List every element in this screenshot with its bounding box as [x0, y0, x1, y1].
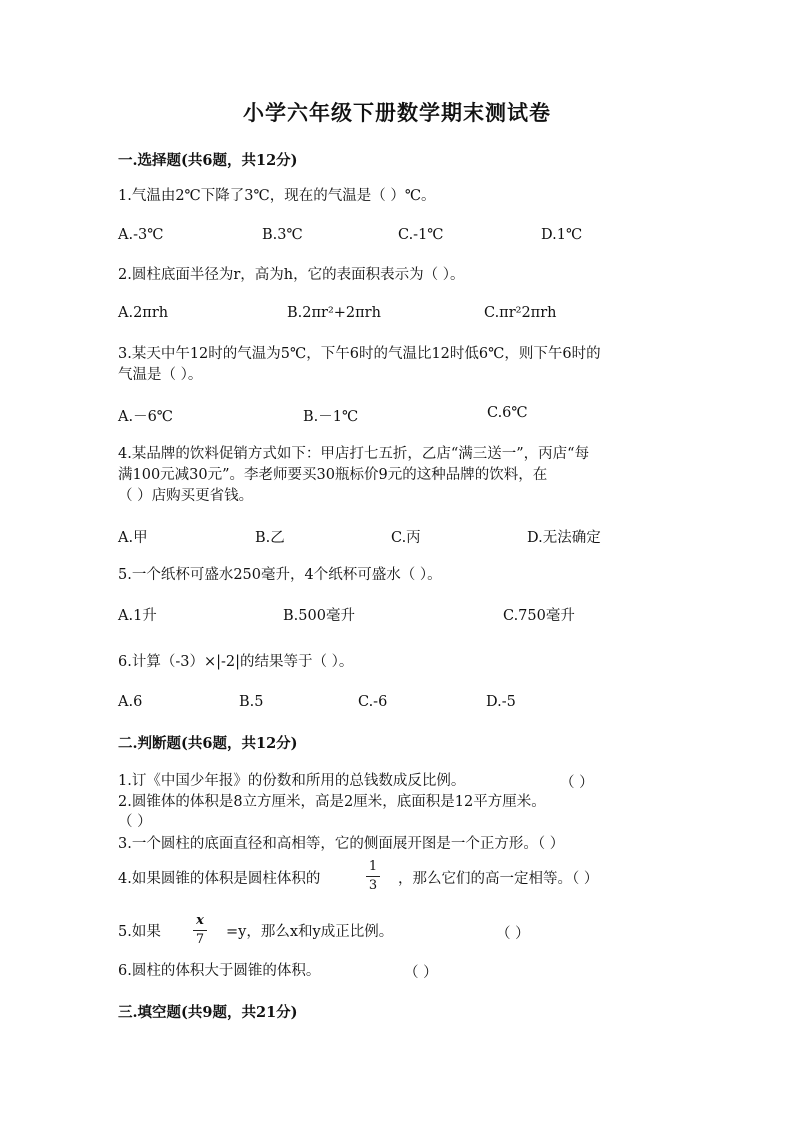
option-2c: C.πr²2πrh [484, 305, 557, 321]
fraction-bar [193, 930, 207, 931]
option-1b: B.3℃ [262, 227, 303, 243]
judge-5-after: =y，那么x和y成正比例。 [226, 924, 394, 940]
section-heading-fill: 三.填空题(共9题，共21分) [118, 1004, 298, 1021]
option-4a: A.甲 [118, 530, 148, 546]
option-5a: A.1升 [118, 608, 157, 624]
option-6b: B.5 [239, 694, 264, 710]
question-5: 5.一个纸杯可盛水250毫升，4个纸杯可盛水（ ）。 [118, 567, 442, 583]
question-4-line1: 4.某品牌的饮料促销方式如下：甲店打七五折，乙店“满三送一”，丙店“每 [118, 446, 590, 462]
option-2b: B.2πr²+2πrh [287, 305, 381, 321]
judge-2: 2.圆锥体的体积是8立方厘米，高是2厘米，底面积是12平方厘米。 [118, 794, 546, 810]
fraction-bar [366, 876, 380, 877]
fraction-denominator: 7 [195, 932, 205, 947]
section-heading-choice: 一.选择题(共6题，共12分) [118, 152, 298, 169]
question-4-line3: （ ）店购买更省钱。 [118, 488, 254, 504]
question-1: 1.气温由2℃下降了3℃，现在的气温是（ ）℃。 [118, 188, 436, 204]
judge-5-paren: （ ） [496, 926, 530, 942]
option-3a: A.－6℃ [118, 409, 174, 425]
option-5c: C.750毫升 [503, 608, 575, 624]
judge-5-before: 5.如果 [118, 924, 161, 940]
judge-3: 3.一个圆柱的底面直径和高相等，它的侧面展开图是一个正方形。（ ） [118, 836, 565, 852]
judge-1-paren: （ ） [560, 775, 594, 791]
judge-4-before: 4.如果圆锥的体积是圆柱体积的 [118, 871, 321, 887]
question-2: 2.圆柱底面半径为r，高为h，它的表面积表示为（ ）。 [118, 267, 465, 283]
fraction-x-over-7 [193, 914, 207, 947]
page-title: 小学六年级下册数学期末测试卷 [243, 100, 551, 125]
fraction-denominator: 3 [368, 878, 378, 893]
option-4b: B.乙 [255, 530, 285, 546]
fraction-numerator: 1 [368, 859, 378, 874]
option-3b: B.－1℃ [303, 409, 359, 425]
judge-6: 6.圆柱的体积大于圆锥的体积。 [118, 963, 321, 979]
fraction-one-third [366, 860, 380, 893]
option-2a: A.2πrh [118, 305, 169, 321]
option-4d: D.无法确定 [527, 530, 601, 546]
question-3-line2: 气温是（ ）。 [118, 367, 203, 383]
judge-4-after: ，那么它们的高一定相等。（ ） [398, 871, 599, 887]
option-1d: D.1℃ [541, 227, 583, 243]
judge-6-paren: （ ） [404, 965, 438, 981]
option-1c: C.-1℃ [398, 227, 444, 243]
option-1a: A.-3℃ [118, 227, 164, 243]
option-5b: B.500毫升 [283, 608, 355, 624]
fraction-numerator: x [196, 913, 204, 928]
section-heading-judge: 二.判断题(共6题，共12分) [118, 735, 298, 752]
judge-1: 1.订《中国少年报》的份数和所用的总钱数成反比例。 [118, 773, 466, 789]
question-4-line2: 满100元减30元”。李老师要买30瓶标价9元的这种品牌的饮料，在 [118, 467, 548, 483]
option-6c: C.-6 [358, 694, 388, 710]
question-3-line1: 3.某天中午12时的气温为5℃，下午6时的气温比12时低6℃，则下午6时的 [118, 346, 601, 362]
judge-2-paren: （ ） [118, 814, 152, 830]
option-3c: C.6℃ [487, 405, 528, 421]
question-6: 6.计算（-3）×|-2|的结果等于（ ）。 [118, 654, 354, 670]
option-4c: C.丙 [391, 530, 421, 546]
option-6a: A.6 [118, 694, 143, 710]
option-6d: D.-5 [486, 694, 516, 710]
